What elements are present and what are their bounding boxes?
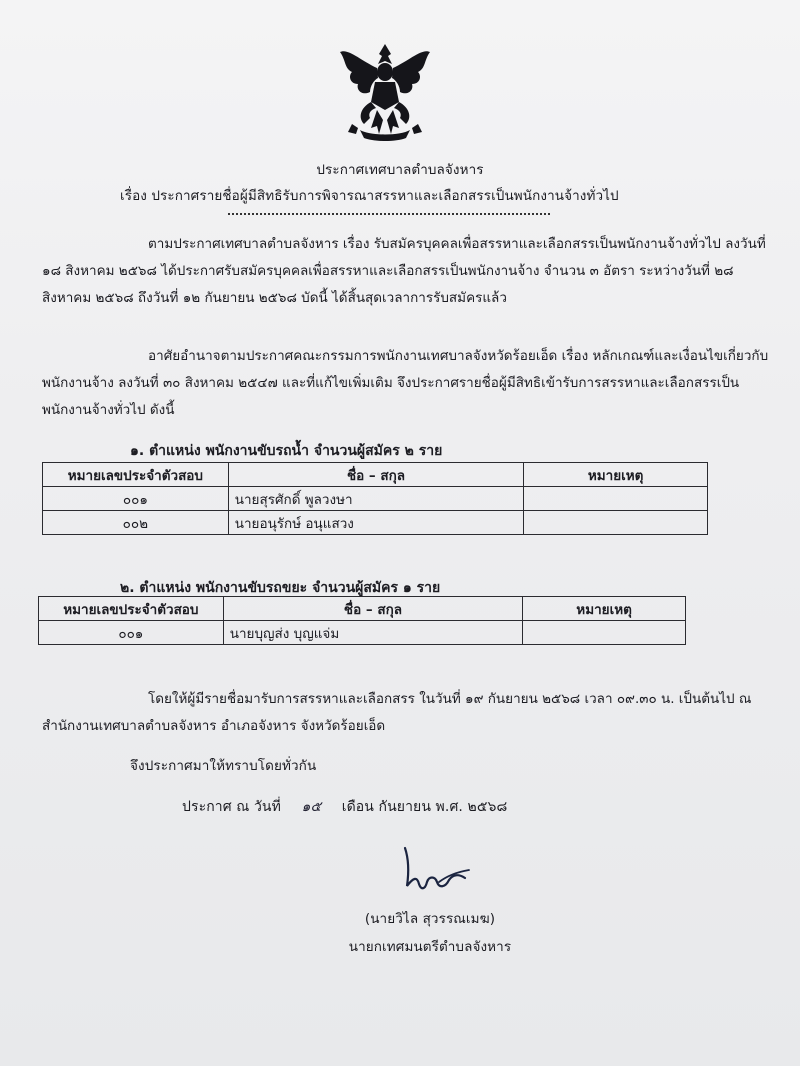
table-row (39, 621, 686, 645)
column-header-note: หมายเหตุ (523, 597, 686, 621)
paragraph-3: โดยให้ผู้มีรายชื่อมารับการสรรหาและเลือกสรร ในวันที่ ๑๙ กันยายน ๒๕๖๘ เวลา ๐๙.๓๐ น. เป็นต้นไป ณ สำนักงานเทศบาลตำบลจังหาร อำเภอจังหาร จังหวัดร้อยเอ็ด (42, 691, 752, 734)
cell-id: ๐๐๑ (43, 487, 229, 511)
cell-id: ๐๐๒ (43, 511, 229, 535)
table-row (43, 511, 708, 535)
signer-position: นายกเทศมนตรีตำบลจังหาร (348, 939, 512, 955)
section-2-table (38, 596, 686, 645)
cell-name: นายบุญส่ง บุญแจ่ม (223, 621, 522, 645)
announcement-date (182, 796, 507, 818)
cell-note (523, 621, 686, 645)
date-day: ๑๕ (301, 799, 322, 815)
announcement-title: ประกาศเทศบาลตำบลจังหาร (316, 162, 484, 178)
cell-note (524, 487, 708, 511)
date-prefix: ประกาศ ณ วันที่ (182, 799, 281, 815)
paragraph-2: อาศัยอำนาจตามประกาศคณะกรรมการพนักงานเทศบาลจังหวัดร้อยเอ็ด เรื่อง หลักเกณฑ์และเงื่อนไขเกี่ยวกับพนักงานจ้าง ลงวันที่ ๓๐ สิงหาคม ๒๕๔๗ และที่แก้ไขเพิ่มเติม จึงประกาศรายชื่อผู้มีสิทธิเข้ารับการสรรหาและเลือกสรรเป็นพนักงานจ้างทั่วไป ดังนี้ (42, 348, 769, 418)
section-1-table (42, 462, 708, 535)
garuda-emblem-icon (330, 38, 440, 148)
cell-name: นายอนุรักษ์ อนุแสวง (228, 511, 523, 535)
column-header-note: หมายเหตุ (524, 463, 708, 487)
paragraph-1: ตามประกาศเทศบาลตำบลจังหาร เรื่อง รับสมัครบุคคลเพื่อสรรหาและเลือกสรรเป็นพนักงานจ้างทั่วไป ลงวันที่ ๑๘ สิงหาคม ๒๕๖๘ ได้ประกาศรับสมัครบุคคลเพื่อสรรหาและเลือกสรรเป็นพนักงานจ้าง จำนวน ๓ อัตรา ระหว่างวันที่ ๒๘ สิงหาคม ๒๕๖๘ ถึงวันที่ ๑๒ กันยายน ๒๕๖๘ บัดนี้ ได้สิ้นสุดเวลาการรับสมัครแล้ว (42, 236, 766, 306)
section-1-heading: ๑. ตำแหน่ง พนักงานขับรถน้ำ จำนวนผู้สมัคร ๒ ราย (130, 443, 443, 459)
dotted-divider (228, 213, 550, 215)
column-header-name: ชื่อ – สกุล (223, 597, 522, 621)
date-month-year: เดือน กันยายน พ.ศ. ๒๕๖๘ (341, 799, 508, 815)
announcement-subject: เรื่อง ประกาศรายชื่อผู้มีสิทธิรับการพิจารณาสรรหาและเลือกสรรเป็นพนักงานจ้างทั่วไป (120, 188, 619, 204)
cell-name: นายสุรศักดิ์ พูลวงษา (228, 487, 523, 511)
cell-id: ๐๐๑ (39, 621, 224, 645)
cell-note (524, 511, 708, 535)
column-header-id: หมายเลขประจำตัวสอบ (39, 597, 224, 621)
signer-name: (นายวิไล สุวรรณเมฆ) (364, 911, 496, 927)
column-header-name: ชื่อ – สกุล (228, 463, 523, 487)
column-header-id: หมายเลขประจำตัวสอบ (43, 463, 229, 487)
table-header-row (39, 597, 686, 621)
handwritten-signature-icon (395, 842, 485, 902)
table-header-row (43, 463, 708, 487)
section-2-heading: ๒. ตำแหน่ง พนักงานขับรถขยะ จำนวนผู้สมัคร ๑ ราย (120, 580, 441, 596)
table-row (43, 487, 708, 511)
closing-line: จึงประกาศมาให้ทราบโดยทั่วกัน (130, 758, 317, 774)
